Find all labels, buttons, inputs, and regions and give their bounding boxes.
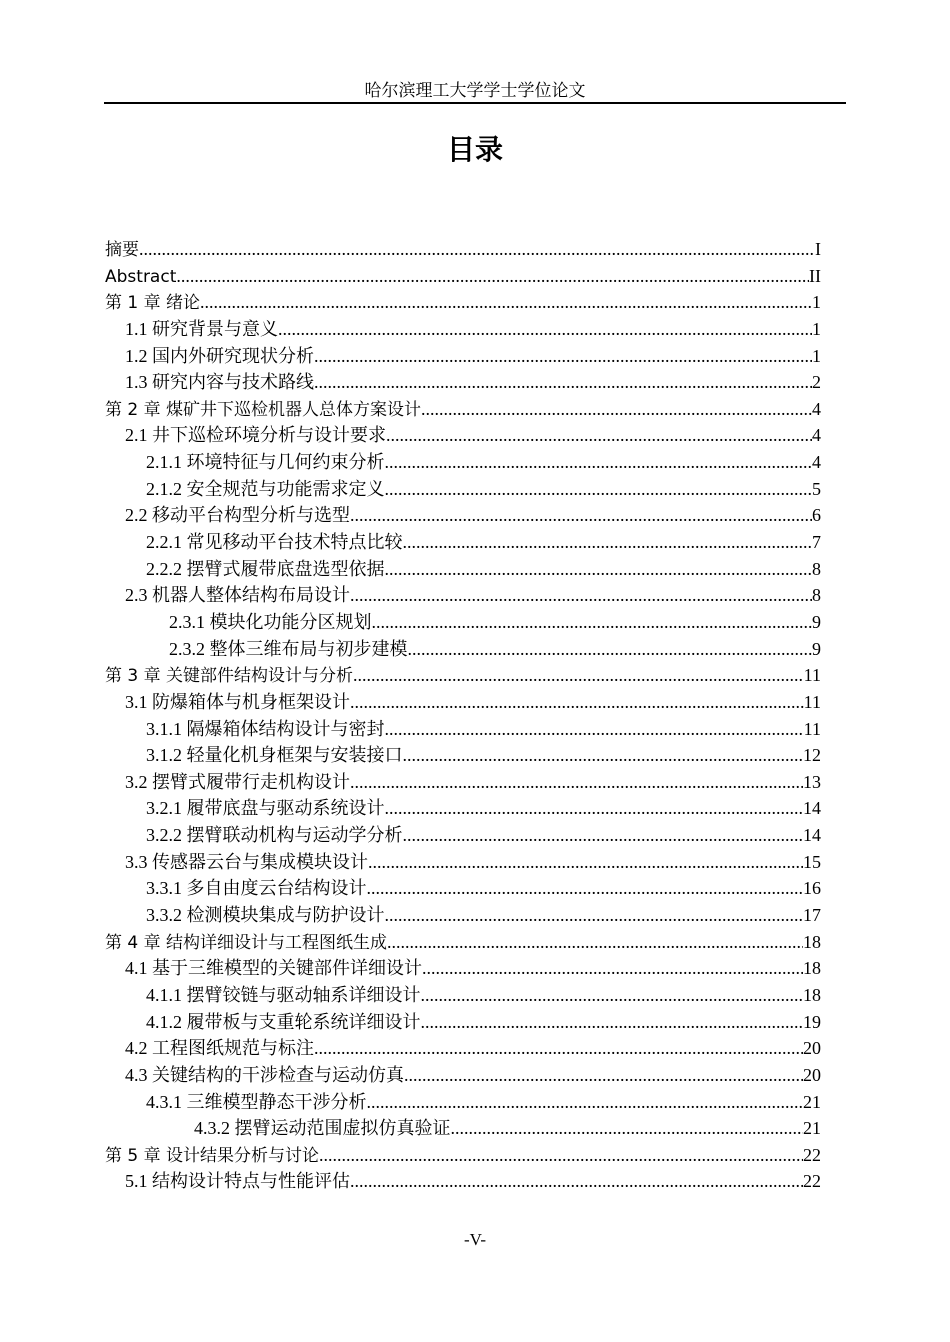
toc-entry-page: 16	[803, 878, 821, 899]
toc-dot-leader	[176, 263, 809, 290]
toc-entry-label: 2.1.2 安全规范与功能需求定义	[146, 478, 385, 499]
page-title: 目录	[446, 133, 503, 166]
toc-entry-label: 4.3.2 摆臂运动范围虚拟仿真验证	[194, 1118, 451, 1139]
toc-entry[interactable]	[105, 1062, 821, 1089]
toc-entry[interactable]	[105, 449, 821, 476]
toc-dot-leader	[367, 875, 804, 902]
toc-entry-label: 第 3 章 关键部件结构设计与分析	[105, 666, 354, 687]
toc-entry[interactable]	[105, 955, 821, 982]
toc-entry[interactable]	[105, 822, 821, 849]
toc-entry-page: 5	[812, 478, 821, 499]
toc-dot-leader	[421, 396, 812, 423]
toc-entry-label: 1.1 研究背景与意义	[125, 318, 278, 339]
toc-entry[interactable]	[105, 929, 821, 956]
toc-entry[interactable]	[105, 343, 821, 370]
toc-dot-leader	[350, 689, 804, 716]
toc-entry[interactable]	[105, 476, 821, 503]
toc-entry-page: 19	[803, 1011, 821, 1032]
toc-entry[interactable]	[105, 1035, 821, 1062]
toc-entry-page: 14	[803, 825, 821, 846]
toc-entry-page: 20	[803, 1038, 821, 1059]
toc-entry-page: 18	[803, 931, 821, 952]
toc-entry-label: 4.2 工程图纸规范与标注	[125, 1038, 314, 1059]
toc-dot-leader	[403, 742, 804, 769]
toc-entry-label: 第 2 章 煤矿井下巡检机器人总体方案设计	[105, 399, 422, 420]
toc-entry[interactable]	[105, 502, 821, 529]
toc-entry-label: 4.1 基于三维模型的关键部件详细设计	[125, 958, 422, 979]
toc-dot-leader	[314, 1035, 803, 1062]
toc-dot-leader	[385, 795, 804, 822]
toc-entry-page: 14	[803, 798, 821, 819]
toc-entry[interactable]	[105, 582, 821, 609]
toc-dot-leader	[386, 422, 812, 449]
toc-dot-leader	[350, 582, 812, 609]
toc-entry-label: 4.3 关键结构的干涉检查与运动仿真	[125, 1064, 404, 1085]
toc-dot-leader	[385, 902, 804, 929]
toc-entry[interactable]	[105, 1089, 821, 1116]
toc-entry-label: 3.2.1 履带底盘与驱动系统设计	[146, 798, 385, 819]
running-header: 哈尔滨理工大学学士学位论文	[364, 81, 586, 100]
toc-entry-page: 9	[812, 638, 821, 659]
toc-entry-page: 6	[812, 505, 821, 526]
toc-entry-page: 1	[812, 318, 821, 339]
toc-entry[interactable]	[105, 289, 821, 316]
toc-dot-leader	[353, 662, 804, 689]
toc-dot-leader	[408, 636, 813, 663]
toc-entry-page: 18	[803, 958, 821, 979]
toc-entry-page: 11	[803, 691, 821, 712]
toc-entry-label: 4.1.1 摆臂铰链与驱动轴系详细设计	[146, 984, 421, 1005]
toc-dot-leader	[314, 343, 812, 370]
toc-entry-label: 4.1.2 履带板与支重轮系统详细设计	[146, 1011, 421, 1032]
toc-entry[interactable]	[105, 396, 821, 423]
toc-entry-page: 11	[803, 718, 821, 739]
toc-dot-leader	[385, 449, 813, 476]
toc-entry[interactable]	[105, 1115, 821, 1142]
toc-entry[interactable]	[105, 982, 821, 1009]
toc-entry[interactable]	[105, 902, 821, 929]
toc-entry[interactable]	[105, 236, 821, 263]
toc-dot-leader	[278, 316, 812, 343]
toc-entry-page: 21	[803, 1118, 821, 1139]
toc-dot-leader	[350, 502, 812, 529]
toc-entry-label: 2.1 井下巡检环境分析与设计要求	[125, 425, 386, 446]
page-number: -V-	[463, 1230, 487, 1249]
toc-entry[interactable]	[105, 1009, 821, 1036]
toc-entry[interactable]	[105, 636, 821, 663]
toc-entry[interactable]	[105, 769, 821, 796]
toc-entry-label: 3.2.2 摆臂联动机构与运动学分析	[146, 825, 403, 846]
toc-entry-label: 2.3.2 整体三维布局与初步建模	[169, 638, 408, 659]
toc-entry-label: 2.2 移动平台构型分析与选型	[125, 505, 350, 526]
toc-entry-label: 3.3.2 检测模块集成与防护设计	[146, 905, 385, 926]
toc-entry-label: 3.1 防爆箱体与机身框架设计	[125, 691, 350, 712]
toc-entry-page: II	[809, 265, 821, 286]
toc-entry-page: 22	[803, 1171, 821, 1192]
toc-entry-label: 1.3 研究内容与技术路线	[125, 372, 314, 393]
toc-entry-page: 1	[812, 345, 821, 366]
toc-entry-page: 8	[812, 585, 821, 606]
toc-dot-leader	[422, 955, 803, 982]
toc-entry-page: 1	[812, 292, 821, 313]
toc-entry[interactable]	[105, 716, 821, 743]
toc-entry-label: 2.2.1 常见移动平台技术特点比较	[146, 532, 403, 553]
toc-entry[interactable]	[105, 422, 821, 449]
toc-dot-leader	[451, 1115, 804, 1142]
toc-entry-page: 4	[812, 398, 821, 419]
toc-entry-page: 21	[803, 1091, 821, 1112]
toc-entry[interactable]	[105, 263, 821, 290]
toc-entry[interactable]	[105, 875, 821, 902]
toc-entry[interactable]	[105, 795, 821, 822]
toc-dot-leader	[385, 716, 804, 743]
toc-entry-page: 9	[812, 611, 821, 632]
toc-entry[interactable]	[105, 609, 821, 636]
toc-dot-leader	[350, 769, 803, 796]
toc-entry-label: 2.3.1 模块化功能分区规划	[169, 611, 372, 632]
toc-entry-page: 4	[812, 425, 821, 446]
toc-entry[interactable]	[105, 742, 821, 769]
toc-entry-label: 第 5 章 设计结果分析与讨论	[105, 1145, 320, 1166]
toc-dot-leader	[403, 529, 813, 556]
toc-dot-leader	[421, 1009, 804, 1036]
toc-entry-label: 2.1.1 环境特征与几何约束分析	[146, 452, 385, 473]
toc-entry[interactable]	[105, 689, 821, 716]
table-of-contents	[105, 236, 821, 1195]
toc-entry[interactable]	[105, 1142, 821, 1169]
toc-dot-leader	[367, 1089, 804, 1116]
toc-entry-label: 第 1 章 绪论	[105, 293, 201, 314]
toc-dot-leader	[387, 929, 803, 956]
toc-entry-label: 3.3.1 多自由度云台结构设计	[146, 878, 367, 899]
toc-entry-label: 2.3 机器人整体结构布局设计	[125, 585, 350, 606]
toc-entry-page: 2	[812, 372, 821, 393]
toc-entry[interactable]	[105, 529, 821, 556]
toc-entry-label: 3.3 传感器云台与集成模块设计	[125, 851, 368, 872]
toc-entry[interactable]	[105, 316, 821, 343]
header-rule	[104, 102, 846, 104]
toc-entry-label: 1.2 国内外研究现状分析	[125, 345, 314, 366]
toc-dot-leader	[403, 822, 804, 849]
toc-entry[interactable]	[105, 556, 821, 583]
toc-entry-label: 5.1 结构设计特点与性能评估	[125, 1171, 350, 1192]
toc-entry-label: 3.1.2 轻量化机身框架与安装接口	[146, 745, 403, 766]
toc-entry-label: Abstract	[105, 266, 177, 287]
toc-entry-page: 13	[803, 771, 821, 792]
toc-entry-page: 4	[812, 452, 821, 473]
toc-dot-leader	[372, 609, 813, 636]
toc-entry-page: 8	[812, 558, 821, 579]
toc-entry-page: I	[815, 239, 821, 259]
toc-entry-page: 17	[803, 905, 821, 926]
toc-entry-label: 摘要	[105, 240, 139, 260]
toc-entry-label: 3.2 摆臂式履带行走机构设计	[125, 771, 350, 792]
toc-entry-page: 20	[803, 1064, 821, 1085]
toc-entry-page: 22	[803, 1144, 821, 1165]
toc-entry-label: 4.3.1 三维模型静态干涉分析	[146, 1091, 367, 1112]
toc-entry[interactable]	[105, 1168, 821, 1195]
toc-entry-page: 11	[803, 665, 821, 686]
toc-dot-leader	[319, 1142, 803, 1169]
toc-entry[interactable]	[105, 849, 821, 876]
toc-dot-leader	[421, 982, 804, 1009]
toc-entry-page: 7	[812, 532, 821, 553]
toc-entry[interactable]	[105, 662, 821, 689]
toc-dot-leader	[368, 849, 803, 876]
toc-dot-leader	[404, 1062, 803, 1089]
toc-dot-leader	[385, 476, 813, 503]
toc-entry-label: 2.2.2 摆臂式履带底盘选型依据	[146, 558, 385, 579]
toc-dot-leader	[139, 236, 815, 263]
toc-entry[interactable]	[105, 369, 821, 396]
toc-dot-leader	[200, 289, 812, 316]
toc-entry-page: 15	[803, 851, 821, 872]
toc-dot-leader	[314, 369, 812, 396]
toc-entry-page: 18	[803, 984, 821, 1005]
toc-entry-label: 3.1.1 隔爆箱体结构设计与密封	[146, 718, 385, 739]
toc-entry-page: 12	[803, 745, 821, 766]
toc-dot-leader	[385, 556, 813, 583]
toc-dot-leader	[350, 1168, 803, 1195]
toc-entry-label: 第 4 章 结构详细设计与工程图纸生成	[105, 932, 388, 953]
